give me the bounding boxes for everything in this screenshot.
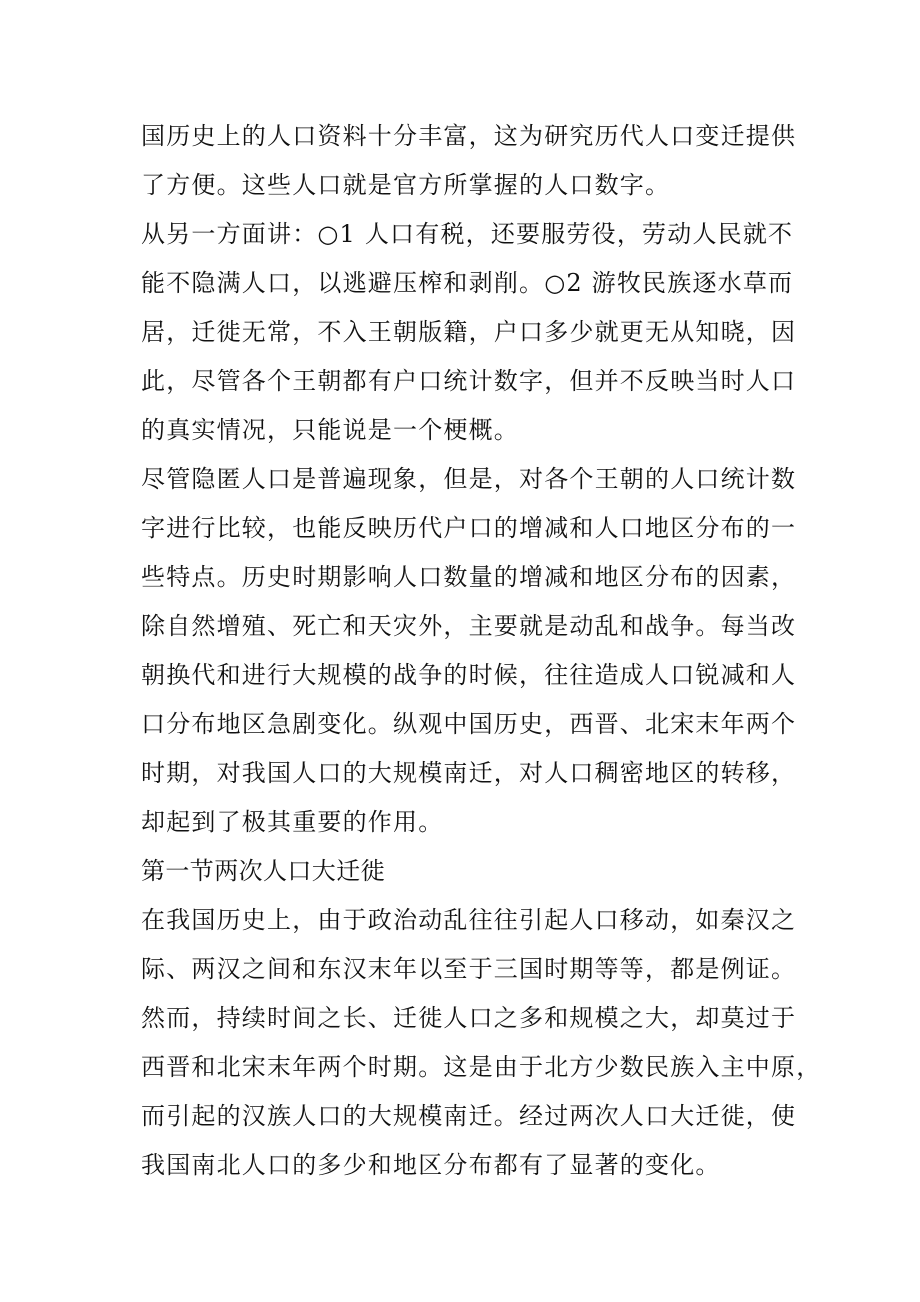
text-line: 时期，对我国人口的大规模南迁，对人口稠密地区的转移， xyxy=(141,759,797,787)
text-line: 些特点。历史时期影响人口数量的增减和地区分布的因素， xyxy=(141,563,797,591)
text-line: 了方便。这些人口就是官方所掌握的人口数字。 xyxy=(141,171,671,199)
text-line: 在我国历史上，由于政治动乱往往引起人口移动，如秦汉之 xyxy=(141,906,797,934)
text-line: 口分布地区急剧变化。纵观中国历史，西晋、北宋末年两个 xyxy=(141,710,797,738)
paragraph-1 xyxy=(141,112,801,210)
text-line: 然而，持续时间之长、迁徙人口之多和规模之大，却莫过于 xyxy=(141,1004,797,1032)
text-line: 此，尽管各个王朝都有户口统计数字，但并不反映当时人口 xyxy=(141,367,797,395)
text-line: 西晋和北宋末年两个时期。这是由于北方少数民族入主中原， xyxy=(141,1053,822,1081)
text-line: 居，迁徙无常，不入王朝版籍，户口多少就更无从知晓，因 xyxy=(141,318,797,346)
paragraph-2 xyxy=(141,210,801,455)
text-line: 除自然增殖、死亡和天灾外，主要就是动乱和战争。每当改 xyxy=(141,612,797,640)
text-line: 际、两汉之间和东汉末年以至于三国时期等等，都是例证。 xyxy=(141,955,797,983)
section-heading xyxy=(141,847,801,896)
text-line: 从另一方面讲：○1 人口有税，还要服劳役，劳动人民就不 xyxy=(141,220,794,248)
paragraph-3 xyxy=(141,455,801,847)
section-heading-text: 第一节两次人口大迁徙 xyxy=(141,857,385,885)
text-line: 字进行比较，也能反映历代户口的增减和人口地区分布的一 xyxy=(141,514,797,542)
text-line: 却起到了极其重要的作用。 xyxy=(141,808,444,836)
document-body xyxy=(141,112,822,1190)
text-line: 能不隐满人口，以逃避压榨和剥削。○2 游牧民族逐水草而 xyxy=(141,269,794,297)
text-line: 我国南北人口的多少和地区分布都有了显著的变化。 xyxy=(141,1151,721,1179)
paragraph-4 xyxy=(141,896,822,1190)
text-line: 国历史上的人口资料十分丰富，这为研究历代人口变迁提供 xyxy=(141,122,797,150)
text-line: 尽管隐匿人口是普遍现象，但是，对各个王朝的人口统计数 xyxy=(141,465,797,493)
text-line: 的真实情况，只能说是一个梗概。 xyxy=(141,416,519,444)
text-line: 而引起的汉族人口的大规模南迁。经过两次人口大迁徙，使 xyxy=(141,1102,797,1130)
text-line: 朝换代和进行大规模的战争的时候，往往造成人口锐减和人 xyxy=(141,661,797,689)
